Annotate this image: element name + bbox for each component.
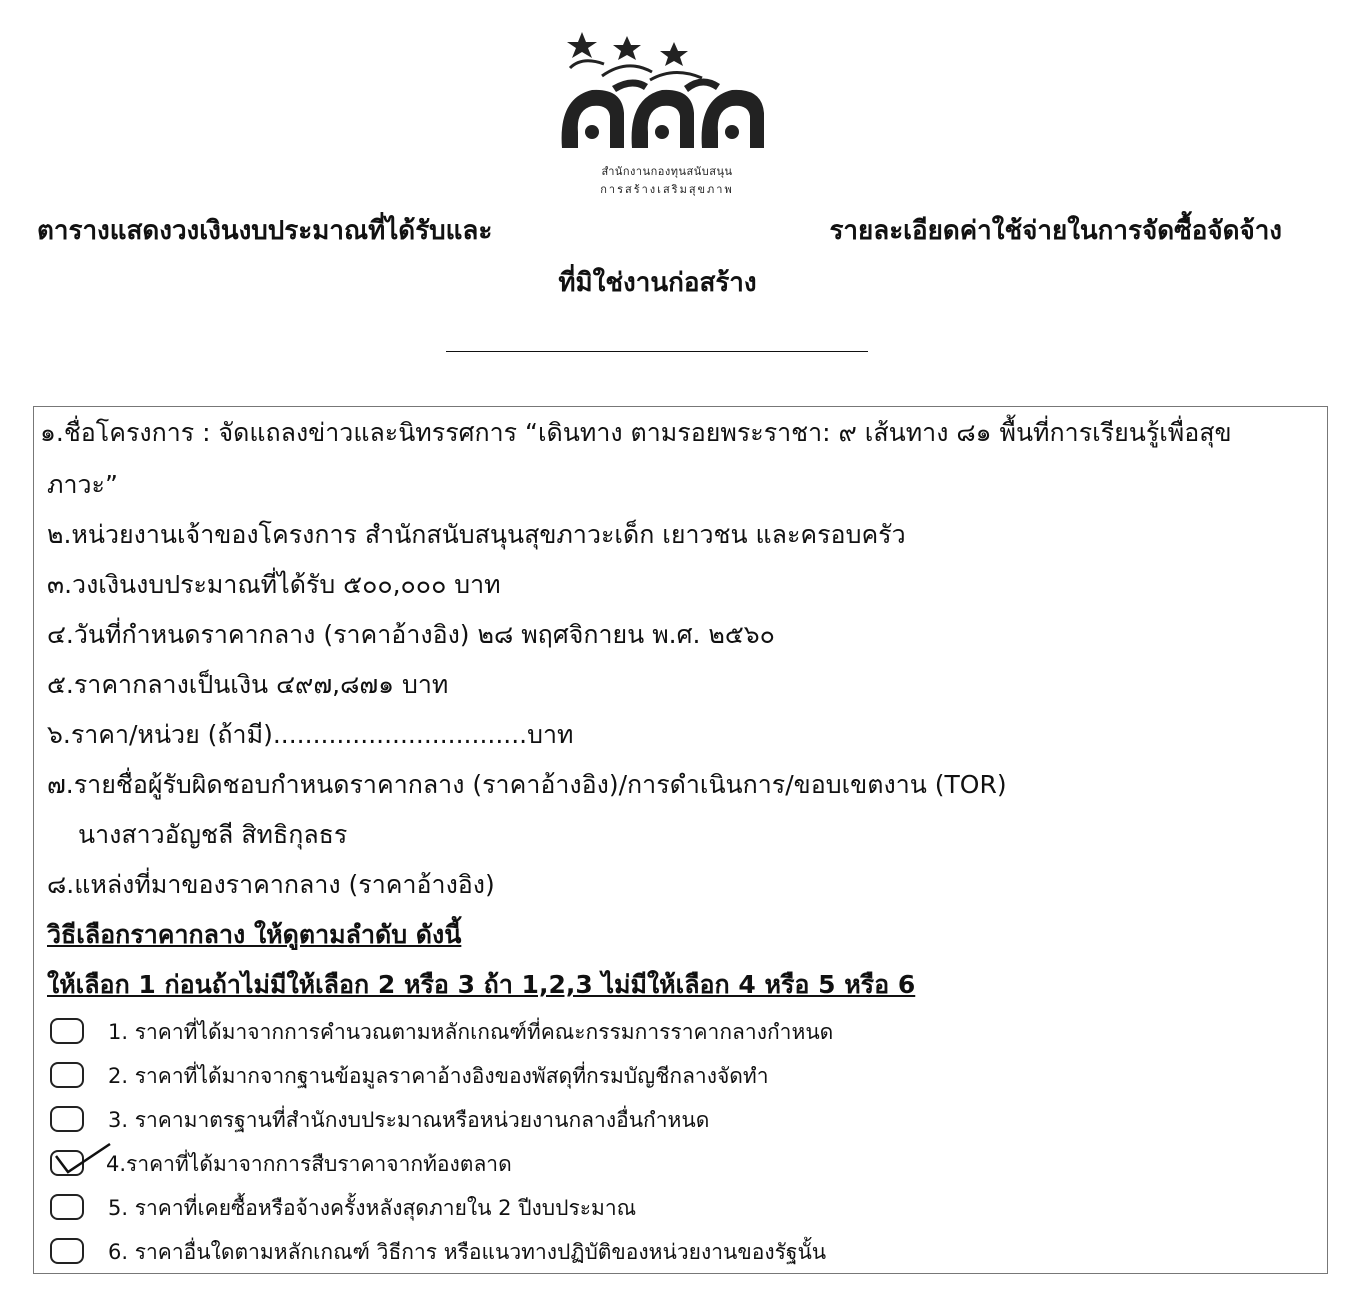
item-1-project-name: ๑.ชื่อโครงการ : จัดแถลงข่าวและนิทรรศการ “เดินทาง ตามรอยพระราชา: ๙ เส้นทาง ๘๑ พื้นที่การเรียนรู้เพื่อสุข: [40, 418, 1232, 447]
document-title-right: รายละเอียดค่าใช้จ่ายในการจัดซื้อจัดจ้าง: [829, 216, 1282, 246]
option-2-label: 2. ราคาที่ได้มากจากฐานข้อมูลราคาอ้างอิงของพัสดุที่กรมบัญชีกลางจัดทำ: [108, 1064, 769, 1088]
item-8-price-source: ๘.แหล่งที่มาของราคากลาง (ราคาอ้างอิง): [47, 870, 495, 899]
option-6-checkbox[interactable]: [50, 1238, 84, 1264]
option-4-label: 4.ราคาที่ได้มาจากการสืบราคาจากท้องตลาด: [106, 1152, 512, 1176]
option-1-checkbox[interactable]: [50, 1018, 84, 1044]
item-3-budget: ๓.วงเงินงบประมาณที่ได้รับ ๕๐๐,๐๐๐ บาท: [47, 570, 501, 599]
method-rule: ให้เลือก 1 ก่อนถ้าไม่มีให้เลือก 2 หรือ 3 ถ้า 1,2,3 ไม่มีให้เลือก 4 หรือ 5 หรือ 6: [47, 970, 916, 999]
option-6-label: 6. ราคาอื่นใดตามหลักเกณฑ์ วิธีการ หรือแนวทางปฏิบัติของหน่วยงานของรัฐนั้น: [108, 1240, 827, 1264]
thaihealth-logo: [552, 28, 782, 203]
logo-org-line2: การสร้างเสริมสุขภาพ: [600, 183, 734, 196]
item-7-responsible-name: นางสาวอัญชลี สิทธิกุลธร: [78, 820, 348, 849]
option-1-label: 1. ราคาที่ได้มาจากการคำนวณตามหลักเกณฑ์ที่คณะกรรมการราคากลางกำหนด: [108, 1020, 834, 1044]
item-5-median-price: ๕.ราคากลางเป็นเงิน ๔๙๗,๘๗๑ บาท: [47, 670, 449, 699]
item-2-owner-unit: ๒.หน่วยงานเจ้าของโครงการ สำนักสนับสนุนสุขภาวะเด็ก เยาวชน และครอบครัว: [47, 520, 906, 549]
option-3-checkbox[interactable]: [50, 1106, 84, 1132]
option-3-label: 3. ราคามาตรฐานที่สำนักงบประมาณหรือหน่วยงานกลางอื่นกำหนด: [108, 1108, 710, 1132]
title-underline-rule: [446, 351, 868, 352]
logo-org-line1: สำนักงานกองทุนสนับสนุน: [601, 165, 733, 178]
option-4-checkbox[interactable]: [50, 1150, 84, 1176]
document-title-line2: ที่มิใช่งานก่อสร้าง: [558, 268, 757, 298]
option-5-label: 5. ราคาที่เคยซื้อหรือจ้างครั้งหลังสุดภายใน 2 ปีงบประมาณ: [108, 1196, 637, 1220]
item-6-unit-price: ๖.ราคา/หน่วย (ถ้ามี)................................บาท: [47, 720, 574, 749]
document-title-left: ตารางแสดงวงเงินงบประมาณที่ได้รับและ: [37, 216, 493, 246]
checkmark-icon: [50, 1142, 112, 1178]
method-heading: วิธีเลือกราคากลาง ให้ดูตามลำดับ ดังนี้: [47, 920, 462, 949]
logo-mark: [552, 28, 782, 163]
item-1-project-name-cont: ภาวะ”: [47, 470, 118, 499]
option-2-checkbox[interactable]: [50, 1062, 84, 1088]
item-4-price-date: ๔.วันที่กำหนดราคากลาง (ราคาอ้างอิง) ๒๘ พฤศจิกายน พ.ศ. ๒๕๖๐: [47, 620, 775, 649]
item-7-responsible: ๗.รายชื่อผู้รับผิดชอบกำหนดราคากลาง (ราคาอ้างอิง)/การดำเนินการ/ขอบเขตงาน (TOR): [47, 770, 1007, 799]
option-5-checkbox[interactable]: [50, 1194, 84, 1220]
